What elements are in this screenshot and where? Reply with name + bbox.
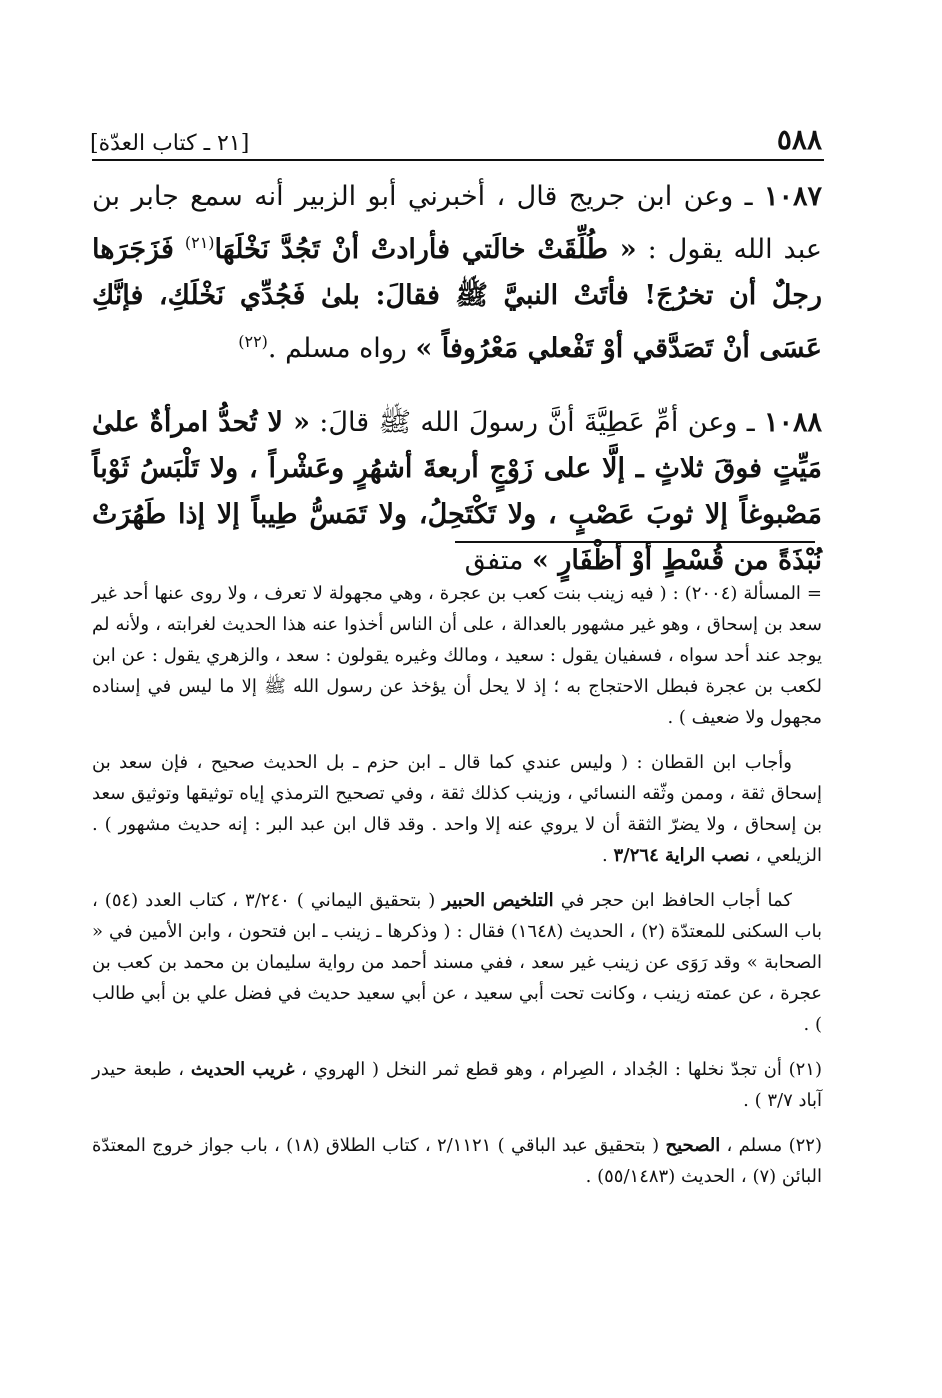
hadith-quote: « لا تُحدُّ امرأةٌ علىٰ مَيِّتٍ فوقَ ثلاثٍ ـ إلَّا على زَوْجٍ أربعةَ أشهُرٍ وعَشْراً ، ولا تَلْبَسُ ثَوْباً مَصْبوغاً إلا ثوبَ عَصْبٍ ، ولا تَكْتَحِلُ، ولا تَمَسُّ طِيباً إلا إذا طَهُرَتْ نُبْذَةً من قُسْطٍ أوْ أظْفَارٍ » [92, 407, 822, 576]
footnote-divider [455, 541, 815, 543]
footnote-paragraph [92, 885, 822, 1040]
footnote-ref-22: (٢٢) [238, 332, 268, 351]
hadith-source: رواه مسلم . [267, 333, 407, 364]
book-title: غريب الحديث [190, 1059, 295, 1080]
page-number: ٥٨٨ [776, 123, 822, 156]
book-title: نصب الراية ٣/٢٦٤ [613, 845, 750, 866]
book-title: التلخيص الحبير [442, 890, 554, 911]
hadith-intro: ـ وعن ابن جريج قال ، أخبرني أبو الزبير أنه سمع جابر بن عبد الله يقول : [92, 181, 822, 265]
main-text [92, 174, 822, 612]
hadith-quote: « طُلِّقَتْ خالَتي فأرادتْ أنْ تَجُدَّ نَخْلَهَا [214, 234, 637, 265]
hadith-number: ١٠٨٨ [763, 407, 822, 438]
footnote-text: (٢٢) مسلم ، [726, 1135, 822, 1156]
page-header [90, 116, 822, 156]
hadith-number: ١٠٨٧ [763, 181, 822, 212]
footnote-paragraph [92, 747, 822, 871]
footnote-ref-21: (٢١) [184, 233, 215, 252]
footnote-text: (٢١) أن تجدّ نخلها : الجُداد ، الصِرام ، وهو قطع ثمر النخل ( الهروي ، [301, 1059, 823, 1080]
footnote-22 [92, 1130, 822, 1192]
footnote-continuation: = المسألة (٢٠٠٤) : ( فيه زينب بنت كعب بن عجرة ، وهي مجهولة لا تعرف ، ولا روى عنها أحد غير سعد بن إسحاق ، وهو غير مشهور بالعدالة ، على أن الناس أخذوا عنه هذا الحديث لغرابته ، ولأنه لم يوجد عند أحد سواه ، فسفيان يقول : سعيد ، ومالك وغيره يقولون : سعد ، والزهري يقول : عن ابن لكعب بن عجرة فبطل الاحتجاج به ؛ إذ لا يحل أن يؤخذ عن رسول الله ﷺ إلا ما ليس في إسناده مجهول ولا ضعيف ) . [92, 583, 822, 728]
header-divider [92, 159, 824, 161]
hadith-quote-cont: فَزَجَرَها رجلٌ أن تخرُجَ! فأتَتْ النبيَّ ﷺ فقالَ: بلىٰ فَجُدِّي نَخْلَكِ، فإنَّكِ عَسَى أنْ تَصَدَّقي أوْ تَفْعلي مَعْرُوفاً » [92, 234, 822, 364]
chapter-title: [٢١ ـ كتاب العدّة] [90, 131, 250, 156]
hadith-intro: ـ وعن أمِّ عَطِيَّةَ أنَّ رسولَ الله ﷺ قالَ: [319, 407, 755, 438]
hadith-1087 [92, 174, 822, 372]
footnote-text: ، طبعة حيدر آباد ٣/٧ ) . [92, 1059, 822, 1111]
hadith-source: متفق [464, 545, 524, 576]
footnotes [92, 578, 822, 1206]
footnote-text: كما أجاب الحافظ ابن حجر في [560, 890, 792, 911]
footnote-21 [92, 1054, 822, 1116]
hadith-1088 [92, 400, 822, 584]
footnote-text: . [602, 845, 608, 866]
footnote-text: ( بتحقيق اليماني ) ٣/٢٤٠ ، كتاب العدد (٥٤) ، باب السكنى للمعتدّة (٢) ، الحديث (١٦٤٨) فقال : ( وذكرها ـ زينب ـ ابن فتحون ، وابن الأمين في « الصحابة » وقد رَوَى عن زينب غير سعد ، ففي مسند أحمد من رواية سليمان بن محمد بن كعب بن عجرة ، عن عمته زينب ، وكانت تحت أبي سعيد ، عن أبي سعيد حديث في فضل علي بن أبي طالب ) . [92, 890, 822, 1035]
footnote-text: ( بتحقيق عبد الباقي ) ٢/١١٢١ ، كتاب الطلاق (١٨) ، باب جواز خروج المعتدّة البائن (٧) ، الحديث (٥٥/١٤٨٣) . [92, 1135, 822, 1187]
footnote-text: وأجاب ابن القطان : ( وليس عندي كما قال ـ ابن حزم ـ بل الحديث صحيح ، فإن سعد بن إسحاق ثقة ، وممن وثّقه النسائي ، وزينب كذلك ثقة ، وفي تصحيح الترمذي إياه توثيقها وتوثيق سعد بن إسحاق ، ولا يضرّ الثقة أن لا يروي عنه إلا واحد . وقد قال ابن عبد البر : إنه حديث مشهور ) . الزيلعي ، [92, 752, 822, 866]
book-title: الصحيح [665, 1135, 721, 1156]
